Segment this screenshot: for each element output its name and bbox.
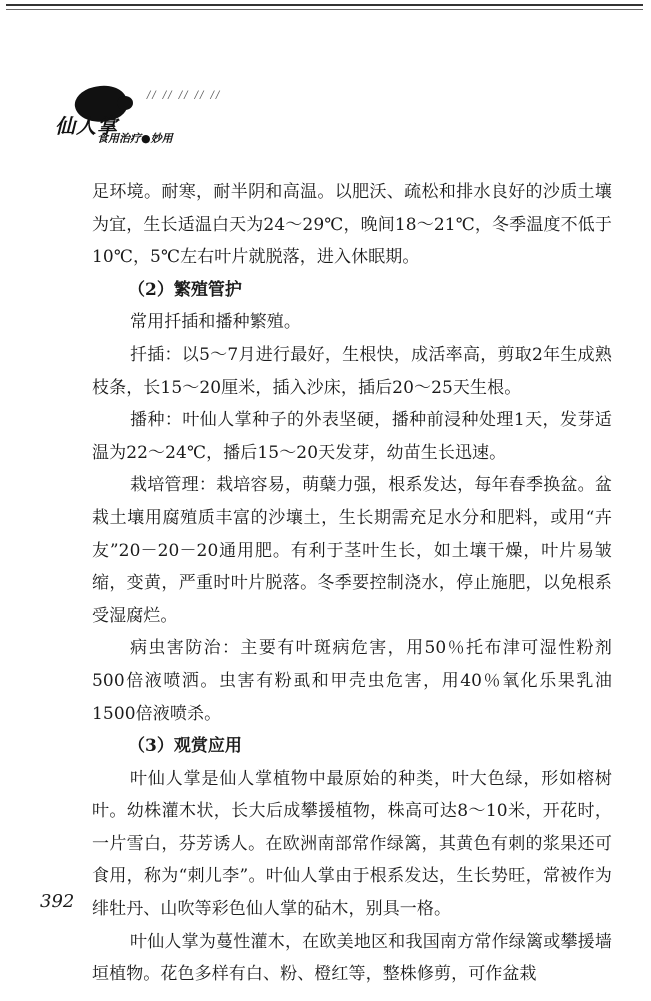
paragraph: 足环境。耐寒，耐半阴和高温。以肥沃、疏松和排水良好的沙质土壤为宜，生长适温白天为24～29℃，晚间18～21℃，冬季温度不低于10℃，5℃左右叶片就脱落，进入休眠期。: [92, 182, 612, 268]
logo-subtitle: 食用治疗●妙用: [97, 132, 173, 145]
book-logo: [55, 82, 225, 152]
top-border-rule-thin: [6, 9, 643, 10]
logo-title: 仙人掌: [55, 114, 118, 138]
paragraph: 扦插：以5～7月进行最好，生根快，成活率高，剪取2年生成熟枝条，长15～20厘米，插入沙床，插后20～25天生根。: [92, 344, 612, 398]
page-body: [92, 176, 612, 991]
paragraph: 病虫害防治：主要有叶斑病危害，用50％托布津可湿性粉剂500倍液喷洒。虫害有粉虱和甲壳虫危害，用40％氧化乐果乳油1500倍液喷杀。: [92, 638, 612, 724]
paragraph: 叶仙人掌是仙人掌植物中最原始的种类，叶大色绿，形如榕树叶。幼株灌木状，长大后成攀援植物，株高可达8～10米，开花时，一片雪白，芬芳诱人。在欧洲南部常作绿篱，其黄色有刺的浆果还可食用，称为“刺儿李”。叶仙人掌由于根系发达，生长势旺，常被作为绯牡丹、山吹等彩色仙人掌的砧木，别具一格。: [92, 768, 612, 920]
logo-decoration: // // // // //: [147, 90, 222, 101]
paragraph: 播种：叶仙人掌种子的外表坚硬，播种前浸种处理1天，发芽适温为22～24℃，播后15～20天发芽，幼苗生长迅速。: [92, 410, 612, 463]
cactus-bud-icon: [117, 96, 133, 110]
paragraph: 常用扦插和播种繁殖。: [130, 312, 301, 333]
section-heading: （3）观赏应用: [128, 736, 242, 757]
paragraph: 栽培管理：栽培容易，萌蘖力强，根系发达，每年春季换盆。盆栽土壤用腐殖质丰富的沙壤土，生长期需充足水分和肥料，或用“卉友”20－20－20通用肥。有利于茎叶生长，如土壤干燥，叶片易皱缩，变黄，严重时叶片脱落。冬季要控制浇水，停止施肥，以免根系受湿腐烂。: [92, 475, 612, 626]
page-number: 392: [40, 891, 75, 912]
paragraph: 叶仙人掌为蔓性灌木，在欧美地区和我国南方常作绿篱或攀援墙垣植物。花色多样有白、粉、橙红等，整株修剪，可作盆栽: [92, 931, 612, 985]
section-heading: （2）繁殖管护: [128, 279, 242, 300]
top-border-rule: [6, 4, 643, 6]
